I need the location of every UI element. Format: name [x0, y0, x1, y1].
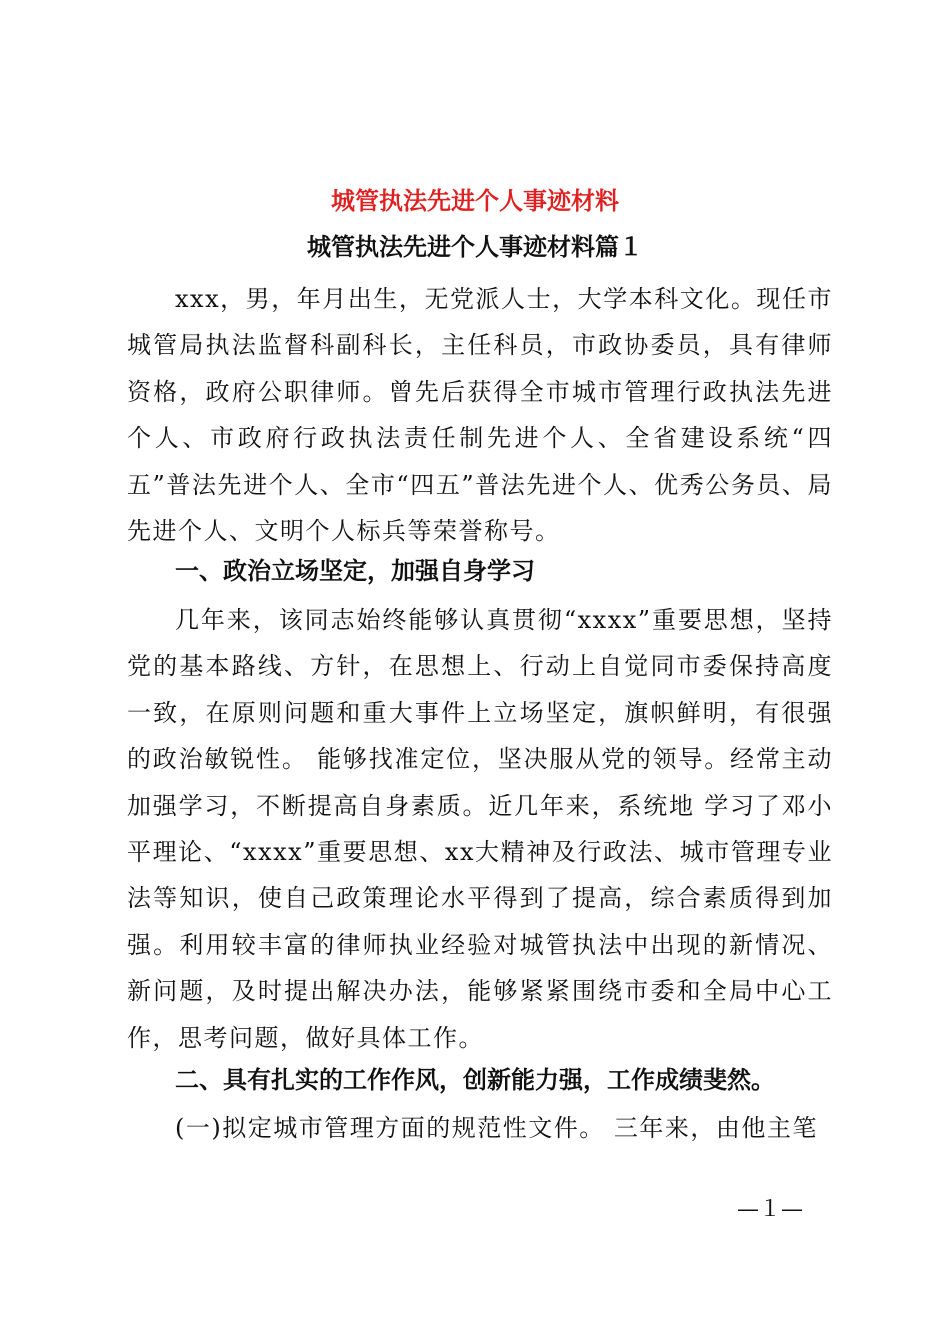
document-title: 城管执法先进个人事迹材料	[331, 186, 619, 215]
section-heading-1: 一、政治立场坚定，加强自身学习	[175, 557, 535, 585]
section-heading-2: 二、具有扎实的工作作风，创新能力强，工作成绩斐然。	[175, 1066, 775, 1094]
page-number: —１—	[736, 1197, 803, 1222]
paragraph-politics: 几年来，该同志始终能够认真贯彻“xxxx”重要思想，坚持党的基本路线、方针，在思想上、行动上自觉同市委保持高度一致，在原则问题和重大事件上立场坚定，旗帜鲜明，有很强的政治敏锐性。 能够找准定位，坚决服从党的领导。经常主动加强学习，不断提高自身素质。近几年来，系统地 学习了邓小平理论、“xxxx”重要思想、xx大精神及行政法、城市管理专业法等知识，使自己政策理论水平得到了提高，综合素质得到加强。利用较丰富的律师执业经验对城管执法中出现的新情况、新问题，及时提出解决办法，能够紧紧围绕市委和全局中心工作，思考问题，做好具体工作。	[127, 606, 833, 1052]
paragraph-regulations: (一)拟定城市管理方面的规范性文件。 三年来，由他主笔	[175, 1114, 818, 1142]
paragraph-intro: xxx，男，年月出生，无党派人士，大学本科文化。现任市城管局执法监督科副科长，主任科员，市政协委员，具有律师资格，政府公职律师。曾先后获得全市城市管理行政执法先进个人、市政府行政执法责任制先进个人、全省建设系统“四五”普法先进个人、全市“四五”普法先进个人、优秀公务员、局先进个人、文明个人标兵等荣誉称号。	[127, 285, 833, 546]
document-subtitle: 城管执法先进个人事迹材料篇１	[307, 232, 643, 261]
